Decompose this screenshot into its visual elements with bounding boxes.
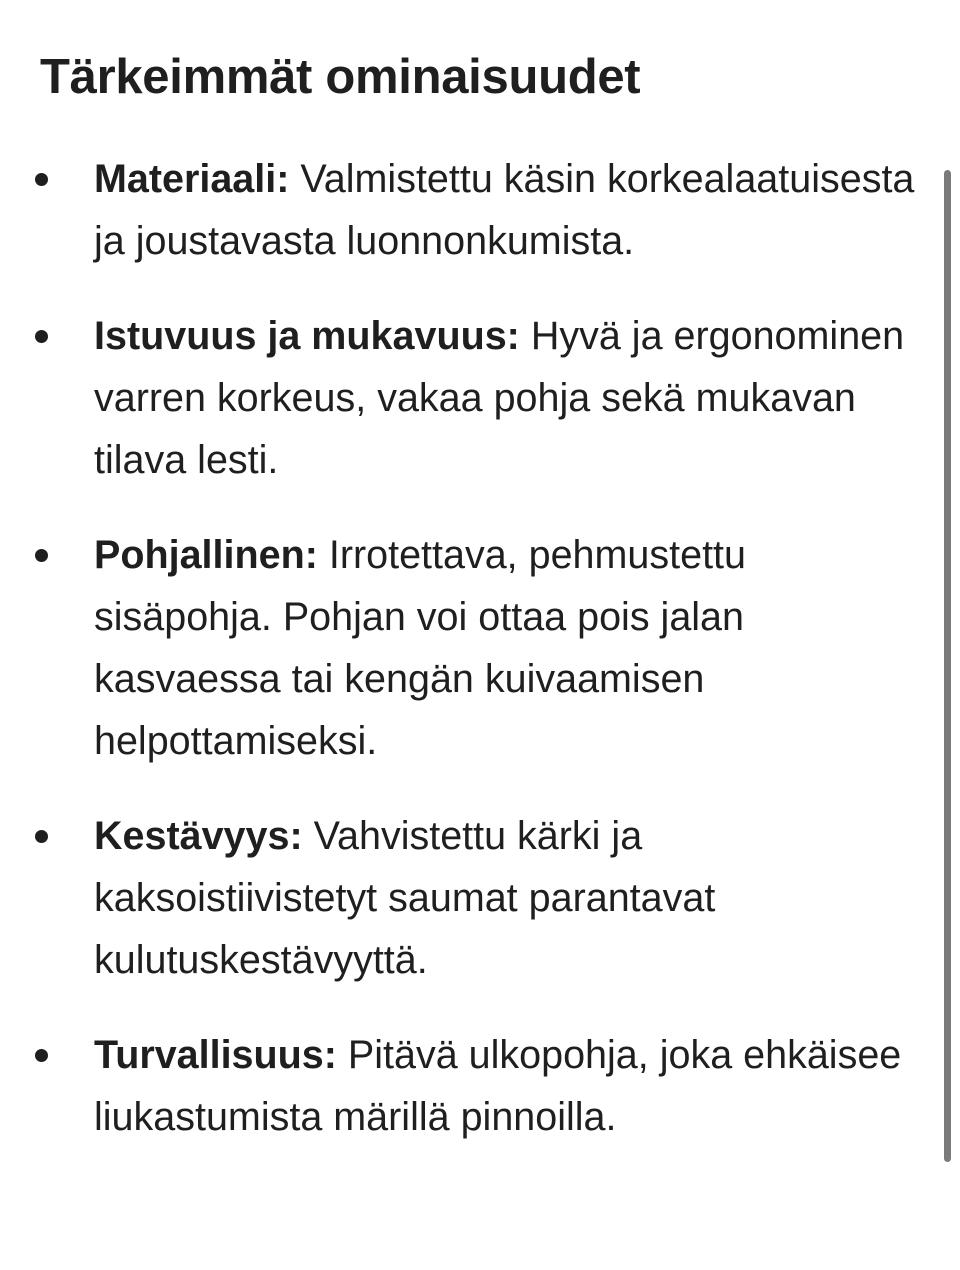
bullet-icon (35, 330, 48, 343)
feature-text: Vahvistettu kärki ja kaksoistiivistetyt saumat parantavat kulutuskestävyyttä. (94, 814, 716, 982)
feature-label: Istuvuus ja mukavuus: (94, 314, 520, 358)
bullet-icon (35, 1049, 48, 1062)
feature-list (0, 148, 940, 1181)
feature-text: Pitävä ulkopohja, joka ehkäisee liukastumista märillä pinnoilla. (94, 1033, 902, 1139)
feature-label: Materiaali: (94, 157, 290, 201)
feature-text: Valmistettu käsin korkealaatuisesta ja joustavasta luonnonkumista. (94, 157, 915, 263)
section-heading: Tärkeimmät ominaisuudet (40, 50, 641, 104)
bullet-icon (35, 830, 48, 843)
feature-label: Turvallisuus: (94, 1033, 337, 1077)
vertical-scrollbar[interactable] (944, 170, 951, 1162)
feature-text: Hyvä ja ergonominen varren korkeus, vakaa pohja sekä mukavan tilava lesti. (94, 314, 905, 482)
bullet-icon (35, 549, 48, 562)
list-item-material (0, 148, 940, 272)
bullet-icon (35, 173, 48, 186)
feature-label: Pohjallinen: (94, 533, 318, 577)
list-item-durability (0, 805, 940, 991)
feature-text: Irrotettava, pehmustettu sisäpohja. Pohjan voi ottaa pois jalan kasvaessa tai kengän kuivaamisen helpottamiseksi. (94, 533, 747, 763)
feature-label: Kestävyys: (94, 814, 303, 858)
list-item-safety (0, 1024, 940, 1148)
list-item-insole (0, 524, 940, 772)
list-item-fit-comfort (0, 305, 940, 491)
